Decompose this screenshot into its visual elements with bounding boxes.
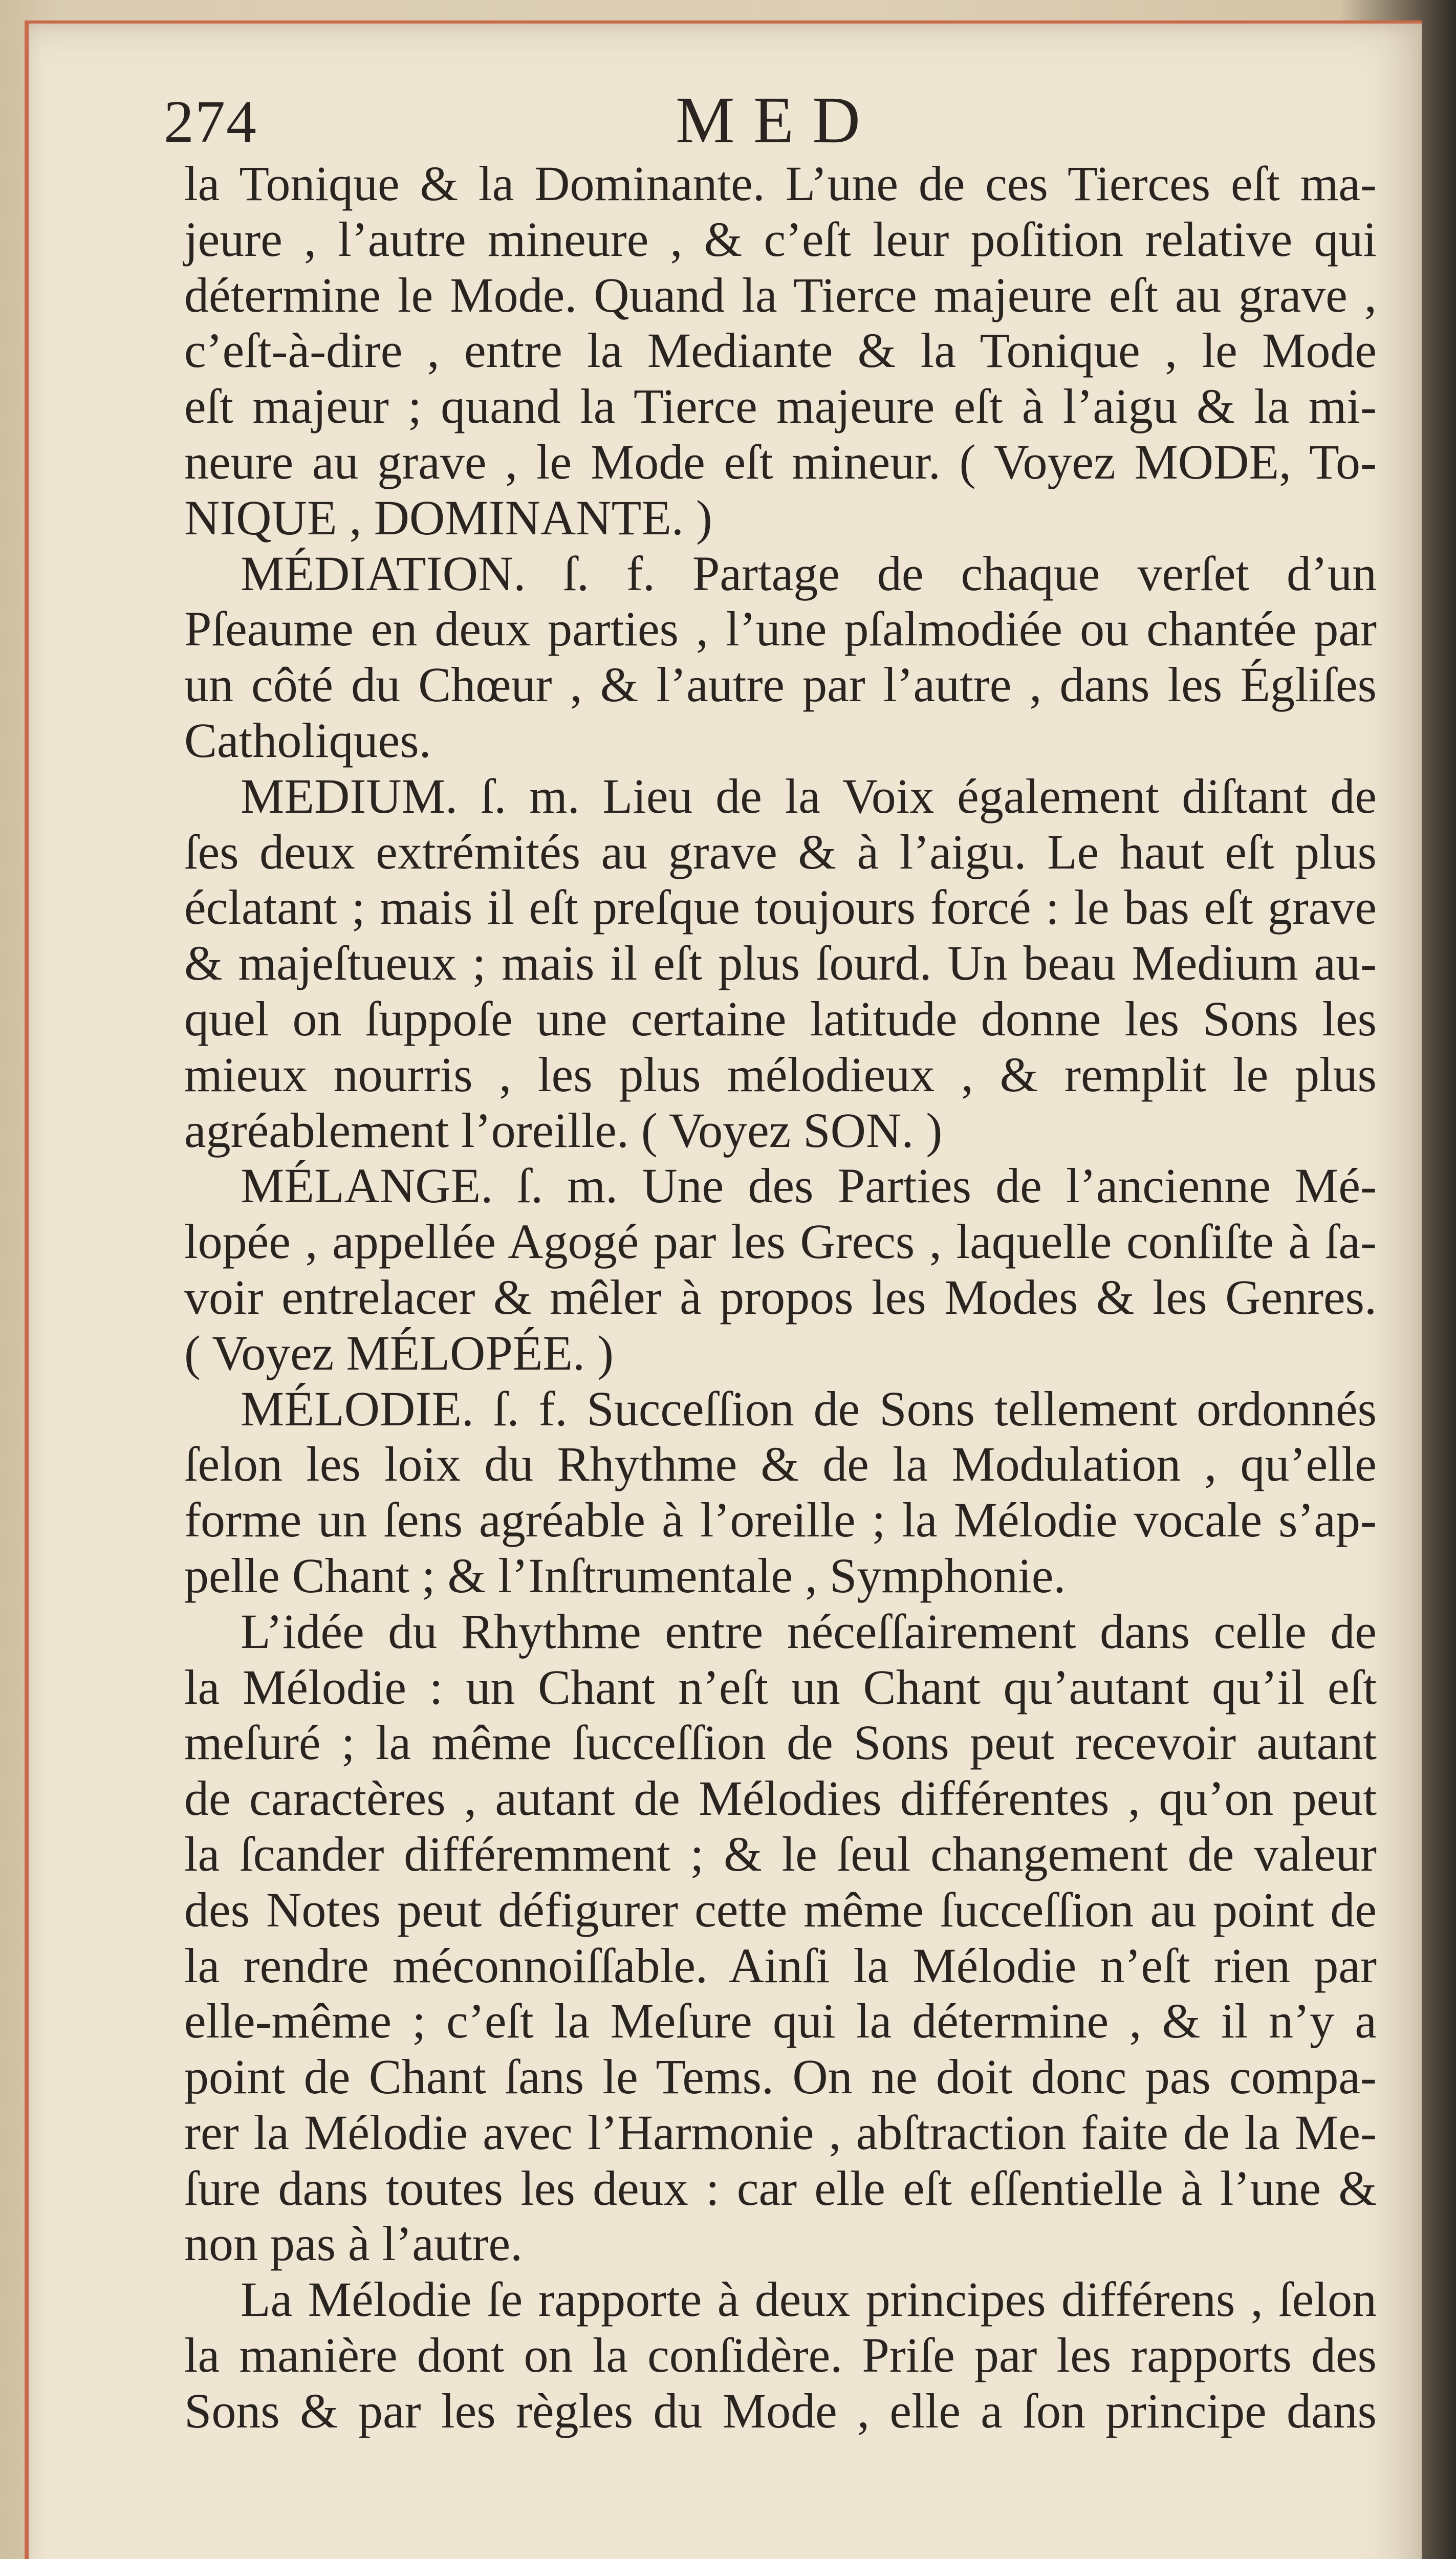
text-line: mieux nourris , les plus mélodieux , & remplit le plus [184,1047,1377,1102]
text-line: & majeſtueux ; mais il eſt plus ſourd. Un beau Medium au- [184,936,1377,991]
text-line: MEDIUM. ſ. m. Lieu de la Voix également diſtant de [241,768,1377,823]
text-line: La Mélodie ſe rapporte à deux principes différens , ſelon [241,2272,1377,2327]
text-line: ſure dans toutes les deux : car elle eſt eſſentielle à l’une & [184,2160,1377,2216]
text-line: non pas à l’autre. [184,2216,523,2271]
text-line: voir entrelacer & mêler à propos les Modes & les Genres. [184,1269,1377,1325]
text-line: L’idée du Rhythme entre néceſſairement dans celle de [241,1603,1377,1659]
text-line: ſes deux extrémités au grave & à l’aigu. Le haut eſt plus [184,824,1377,879]
text-line: Pſeaume en deux parties , l’une pſalmodiée ou chantée par [184,601,1377,657]
text-line: un côté du Chœur , & l’autre par l’autre , dans les Égliſes [184,657,1377,712]
text-line: pelle Chant ; & l’Inſtrumentale , Symphonie. [184,1548,1066,1603]
text-line: des Notes peut défigurer cette même ſucceſſion au point de [184,1882,1377,1937]
text-line: meſuré ; la même ſucceſſion de Sons peut recevoir autant [184,1715,1377,1770]
running-head-title: MED [676,83,879,157]
text-line: MÉLANGE. ſ. m. Une des Parties de l’ancienne Mé- [241,1158,1377,1213]
text-line: NIQUE , DOMINANTE. ) [184,490,712,545]
text-line: la Tonique & la Dominante. L’une de ces Tierces eſt ma- [184,156,1377,211]
text-line: eſt majeur ; quand la Tierce majeure eſt à l’aigu & la mi- [184,379,1377,434]
text-line: c’eſt-à-dire , entre la Mediante & la Tonique , le Mode [184,323,1377,378]
text-line: ( Voyez MÉLOPÉE. ) [184,1325,614,1380]
text-line: la rendre méconnoiſſable. Ainſi la Mélodie n’eſt rien par [184,1938,1377,1993]
text-line: forme un ſens agréable à l’oreille ; la Mélodie vocale s’ap- [184,1492,1377,1548]
text-line: rer la Mélodie avec l’Harmonie , abſtraction faite de la Me- [184,2105,1377,2160]
running-head [164,72,1341,164]
text-line: point de Chant ſans le Tems. On ne doit donc pas compa- [184,2049,1377,2105]
text-line: Catholiques. [184,712,431,768]
text-line: MÉDIATION. ſ. f. Partage de chaque verſet d’un [241,546,1377,601]
text-line: détermine le Mode. Quand la Tierce majeure eſt au grave , [184,267,1377,322]
text-line: de caractères , autant de Mélodies différentes , qu’on peut [184,1771,1377,1826]
text-line: la ſcander différemment ; & le ſeul changement de valeur [184,1826,1377,1881]
text-line: neure au grave , le Mode eſt mineur. ( Voyez MODE, To- [184,434,1377,489]
text-line: quel on ſuppoſe une certaine latitude donne les Sons les [184,991,1377,1046]
text-line: lopée , appellée Agogé par les Grecs , laquelle conſiſte à ſa- [184,1214,1377,1269]
page-number: 274 [164,88,257,155]
text-line: éclatant ; mais il eſt preſque toujours forcé : le bas eſt grave [184,880,1377,935]
text-line: MÉLODIE. ſ. f. Succeſſion de Sons tellement ordonnés [241,1381,1377,1436]
text-line: ſelon les loix du Rhythme & de la Modulation , qu’elle [184,1437,1377,1492]
text-line: Sons & par les règles du Mode , elle a ſon principe dans [184,2383,1377,2438]
text-line: la manière dont on la conſidère. Priſe par les rapports des [184,2328,1377,2383]
text-line: la Mélodie : un Chant n’eſt un Chant qu’autant qu’il eſt [184,1659,1377,1715]
body-text [184,156,1377,2439]
text-line: agréablement l’oreille. ( Voyez SON. ) [184,1102,943,1158]
text-line: elle-même ; c’eſt la Meſure qui la détermine , & il n’y a [184,1993,1377,2049]
text-line: jeure , l’autre mineure , & c’eſt leur poſition relative qui [184,211,1377,267]
